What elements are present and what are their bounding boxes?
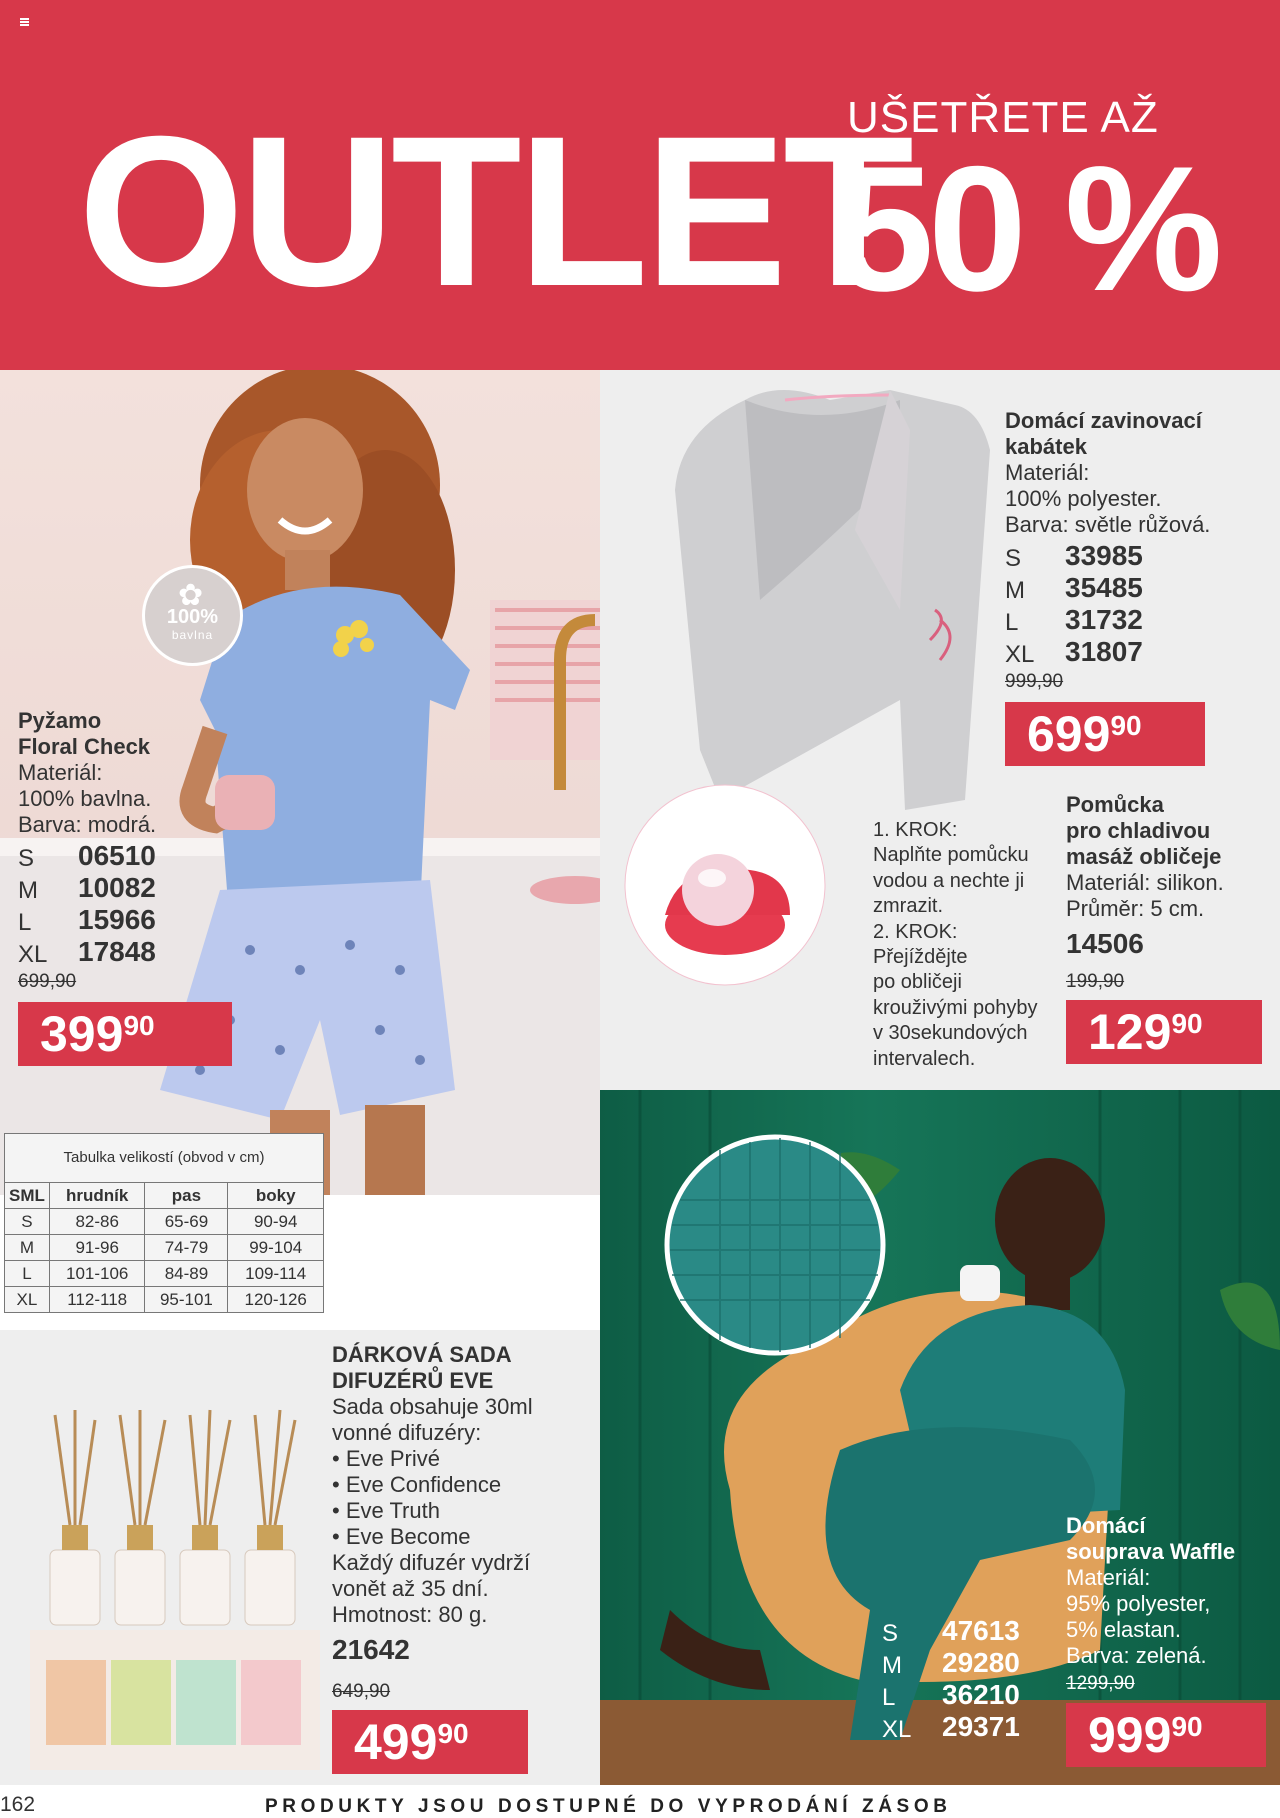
size-row: M 29280 [882,1647,1020,1679]
souprava-title-line1: Domácí [1066,1513,1146,1538]
difuzery-old-price: 649,90 [332,1681,391,1702]
difuzery-title-line2: DIFUZÉRŮ EVE [332,1368,494,1393]
pomucka-title-line2: pro chladivou [1066,818,1211,843]
difuzery-line: Sada obsahuje 30ml [332,1394,533,1419]
pyzamo-size-codes [18,840,188,968]
size-row: XL 29371 [882,1711,1020,1743]
pomucka-steps [873,818,1053,1072]
kabatek-old-price: 999,90 [1005,671,1064,692]
pomucka-size: Průměr: 5 cm. [1066,896,1205,921]
difuzery-line: • Eve Privé [332,1446,440,1471]
pomucka-old-price: 199,90 [1066,971,1125,992]
step-line: 2. KROK: [873,920,958,943]
step-line: vodou a nechte ji [873,869,1025,892]
pyzamo-title-line2: Floral Check [18,734,151,759]
souprava-price: $999^{90}$ [1066,1703,1266,1767]
size-row: M 35485 [1005,572,1143,604]
step-line: Naplňte pomůcku [873,844,1029,867]
size-row: L 15966 [18,904,156,936]
cotton-icon: ✿ [178,579,204,612]
difuzery-code: 21642 [332,1634,410,1665]
kabatek-color: Barva: světle růžová. [1005,512,1211,537]
step-line: zmrazit. [873,895,943,918]
kabatek-price: $699^{90}$ [1005,702,1205,766]
size-row: XL 17848 [18,936,156,968]
footer-note: PRODUKTY JSOU DOSTUPNÉ DO VYPRODÁNÍ ZÁSOB [265,1796,952,1817]
size-row: S 33985 [1005,540,1143,572]
souprava-old-price: 1299,90 [1066,1673,1135,1694]
difuzery-price: $499^{90}$ [332,1710,528,1774]
pyzamo-material-label: Materiál: [18,760,103,785]
discount-percent: 50 % [835,129,1217,328]
save-up-to-text: UŠETŘETE AŽ [847,93,1159,142]
pomucka-price: $129^{90}$ [1066,1000,1262,1064]
souprava-material-label: Materiál: [1066,1565,1151,1590]
size-table-header-row: SML hrudník pas boky [5,1183,324,1209]
step-line: Přejíždějte [873,946,968,969]
souprava-material2: 5% elastan. [1066,1617,1181,1642]
difuzery-line: • Eve Confidence [332,1472,502,1497]
pomucka-title-line3: masáž obličeje [1066,844,1222,869]
size-table-row: S 82-86 65-69 90-94 [5,1209,324,1235]
pyzamo-color: Barva: modrá. [18,812,157,837]
pyzamo-material: 100% bavlna. [18,786,152,811]
kabatek-title-line2: kabátek [1005,434,1087,459]
menu-icon[interactable] [20,18,29,26]
difuzery-line: Každý difuzér vydrží [332,1550,531,1575]
cotton-badge-word: bavlna [171,628,214,642]
pyzamo-info [18,708,188,838]
cotton-badge [142,565,243,666]
size-table [4,1133,324,1313]
souprava-info [1066,1513,1276,1669]
pyzamo-price: $399^{90}$ [18,1002,232,1066]
kabatek-info [1005,408,1265,538]
difuzery-line: Hmotnost: 80 g. [332,1602,488,1627]
cotton-badge-percent: 100% [166,606,219,628]
souprava-color: Barva: zelená. [1066,1643,1207,1668]
pomucka-info [1066,792,1276,960]
pomucka-code: 14506 [1066,928,1144,959]
step-line: krouživými pohyby [873,996,1038,1019]
souprava-material1: 95% polyester, [1066,1591,1211,1616]
size-row: XL 31807 [1005,636,1143,668]
kabatek-material: 100% polyester. [1005,486,1162,511]
difuzery-line: • Eve Truth [332,1498,440,1523]
size-table-row: M 91-96 74-79 99-104 [5,1235,324,1261]
size-row: L 31732 [1005,604,1143,636]
outlet-title: OUTLET [78,92,910,331]
step-line: intervalech. [873,1047,976,1070]
kabatek-material-label: Materiál: [1005,460,1090,485]
size-row: L 36210 [882,1679,1020,1711]
souprava-size-codes [882,1615,1042,1743]
difuzery-title-line1: DÁRKOVÁ SADA [332,1342,512,1367]
pyzamo-title-line1: Pyžamo [18,708,102,733]
size-table-caption: Tabulka velikostí (obvod v cm) [4,1133,324,1182]
difuzery-line: vonné difuzéry: [332,1420,482,1445]
kabatek-size-codes [1005,540,1185,668]
kabatek-title-line1: Domácí zavinovací [1005,408,1202,433]
size-table-row: XL 112-118 95-101 120-126 [5,1287,324,1313]
pomucka-title-line1: Pomůcka [1066,792,1164,817]
step-line: v 30sekundových [873,1022,1028,1045]
difuzery-line: • Eve Become [332,1524,471,1549]
size-row: S 06510 [18,840,156,872]
difuzery-line: vonět až 35 dní. [332,1576,489,1601]
pyzamo-old-price: 699,90 [18,971,77,992]
difuzery-info [332,1342,592,1666]
page-number: 162 [0,1793,36,1816]
size-row: M 10082 [18,872,156,904]
size-row: S 47613 [882,1615,1020,1647]
pomucka-material: Materiál: silikon. [1066,870,1224,895]
size-table-row: L 101-106 84-89 109-114 [5,1261,324,1287]
step-line: 1. KROK: [873,819,958,841]
souprava-title-line2: souprava Waffle [1066,1539,1236,1564]
step-line: po obličeji [873,971,962,994]
